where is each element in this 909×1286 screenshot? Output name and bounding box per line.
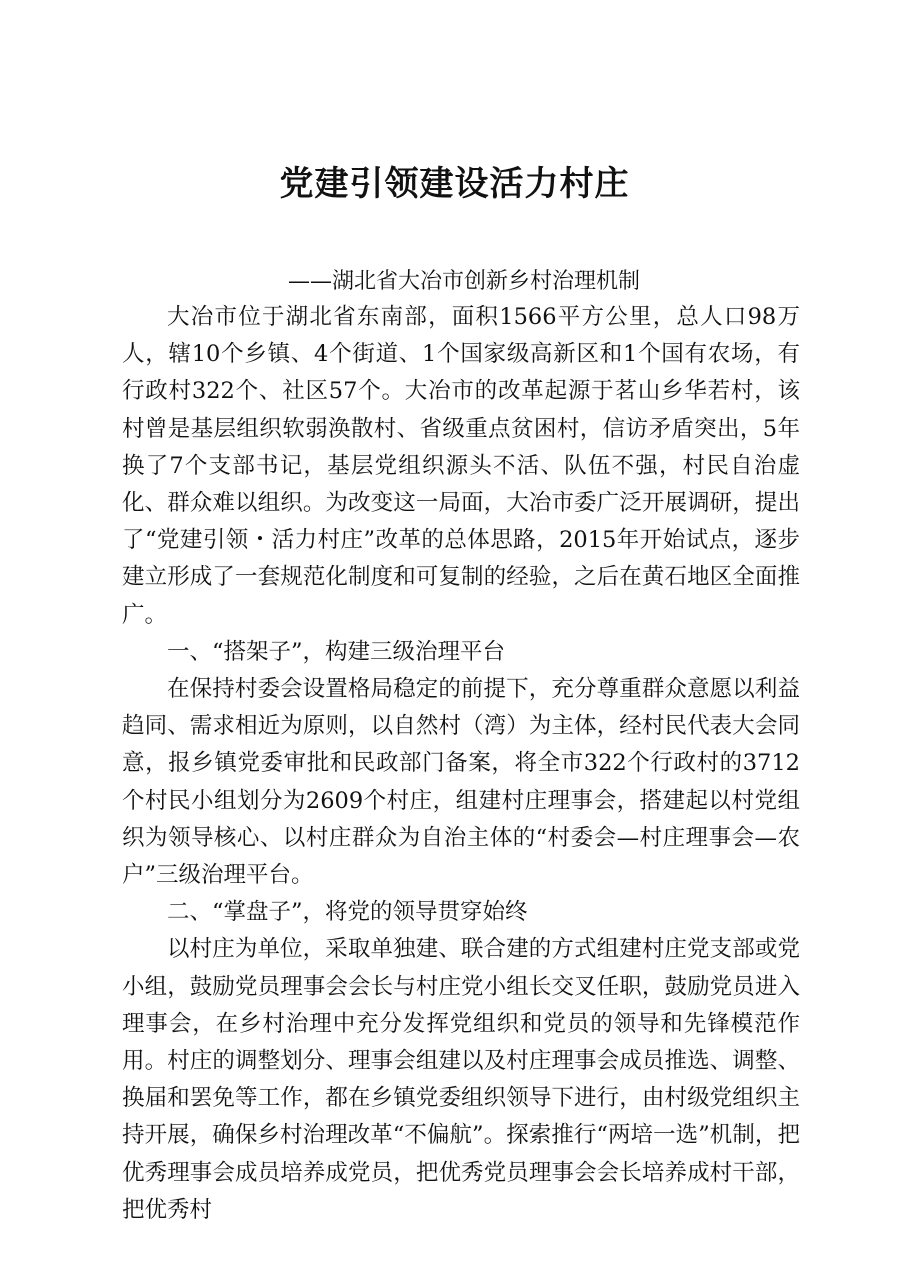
paragraph-section-1: 在保持村委会设置格局稳定的前提下，充分尊重群众意愿以利益趋同、需求相近为原则，以自然村（湾）为主体，经村民代表大会同意，报乡镇党委审批和民政部门备案，将全市322个行政村的3712个村民小组划分为2609个村庄，组建村庄理事会，搭建起以村党组织为领导核心、以村庄群众为自治主体的“村委会—村庄理事会—农户”三级治理平台。 <box>122 676 800 889</box>
section-heading-2: 二、“掌盘子”，将党的领导贯穿始终 <box>167 899 528 926</box>
paragraph-intro: 大冶市位于湖北省东南部，面积1566平方公里，总人口98万人，辖10个乡镇、4个街道、1个国家级高新区和1个国有农场，有行政村322个、社区57个。大冶市的改革起源于茗山乡华若村，该村曾是基层组织软弱涣散村、省级重点贫困村，信访矛盾突出，5年换了7个支部书记，基层党组织源头不活、队伍不强，村民自治虚化、群众难以组织。为改变这一局面，大冶市委广泛开展调研，提出了“党建引领・活力村庄”改革的总体思路，2015年开始试点，逐步建立形成了一套规范化制度和可复制的经验，之后在黄石地区全面推广。 <box>122 304 800 628</box>
paragraph-section-2: 以村庄为单位，采取单独建、联合建的方式组建村庄党支部或党小组，鼓励党员理事会会长与村庄党小组长交叉任职，鼓励党员进入理事会，在乡村治理中充分发挥党组织和党员的领导和先锋模范作用。村庄的调整划分、理事会组建以及村庄理事会成员推选、调整、换届和罢免等工作，都在乡镇党委组织领导下进行，由村级党组织主持开展，确保乡村治理改革“不偏航”。探索推行“两培一选”机制，把优秀理事会成员培养成党员，把优秀党员理事会会长培养成村干部，把优秀村 <box>122 936 800 1223</box>
document-body <box>122 299 800 1229</box>
document-subtitle: ——湖北省大冶市创新乡村治理机制 <box>288 269 641 294</box>
section-heading-1: 一、“搭架子”，构建三级治理平台 <box>167 638 506 665</box>
document-title: 党建引领建设活力村庄 <box>279 164 630 204</box>
